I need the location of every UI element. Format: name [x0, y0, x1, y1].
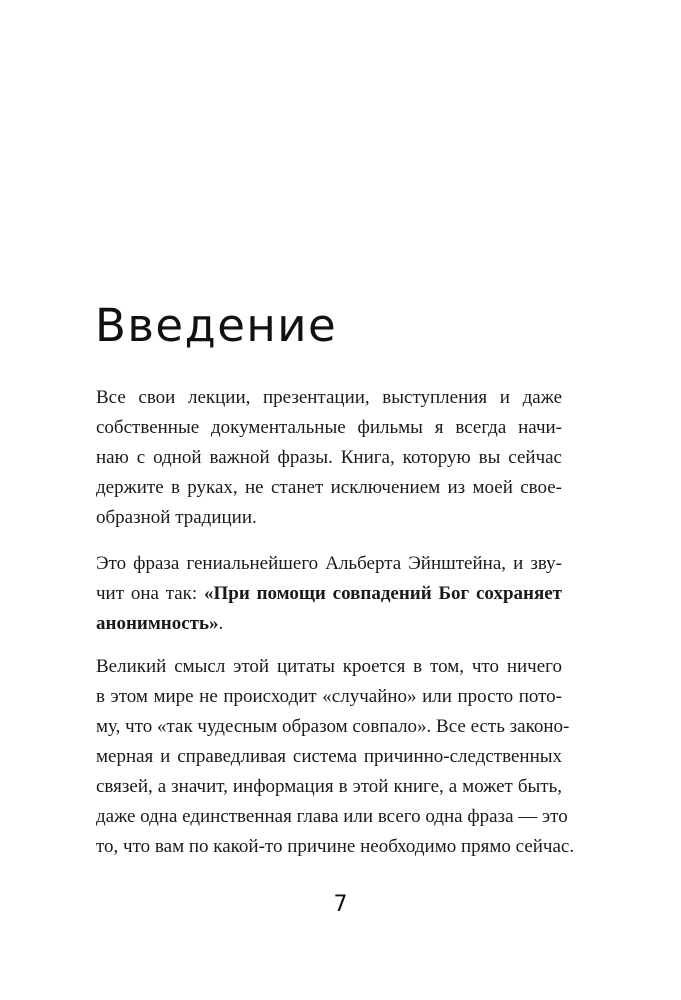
- paragraph-intro: [96, 383, 562, 533]
- text-line: Все свои лекции, презентации, выступления и даже: [96, 387, 562, 408]
- text-line: Великий смысл этой цитаты кроется в том, что ничего: [96, 656, 562, 677]
- einstein-quote-part1: «При помощи совпадений Бог сохраняет: [204, 583, 562, 604]
- text-line: то, что вам по какой-то причине необходимо прямо сейчас.: [96, 836, 575, 857]
- text-line: му, что «так чудесным образом совпало». Все есть законо-: [96, 716, 570, 737]
- text-line: наю с одной важной фразы. Книга, которую вы сейчас: [96, 447, 562, 468]
- text-line: мерная и справедливая система причинно-следственных: [96, 746, 562, 767]
- text-line: связей, а значит, информация в этой книге, а может быть,: [96, 776, 562, 797]
- text-line: собственные документальные фильмы я всегда начи-: [96, 417, 562, 438]
- text-line: в этом мире не происходит «случайно» или просто пото-: [96, 686, 562, 707]
- text-line: образной традиции.: [96, 507, 257, 528]
- chapter-heading: Введение: [95, 299, 338, 352]
- quote-end-period: .: [218, 613, 224, 634]
- text-line: [96, 579, 562, 609]
- text-line: даже одна единственная глава или всего одна фраза — это: [96, 806, 568, 827]
- page-number: 7: [333, 892, 348, 917]
- text-line: держите в руках, не станет исключением из моей свое-: [96, 477, 562, 498]
- text-line: Это фраза гениальнейшего Альберта Эйнштейна, и зву-: [96, 553, 562, 574]
- text-line: [96, 609, 562, 639]
- quote-lead-in: чит она так:: [96, 583, 204, 604]
- einstein-quote-part2: анонимность»: [96, 613, 219, 634]
- paragraph-meaning: [96, 652, 575, 862]
- paragraph-quote: [96, 549, 562, 639]
